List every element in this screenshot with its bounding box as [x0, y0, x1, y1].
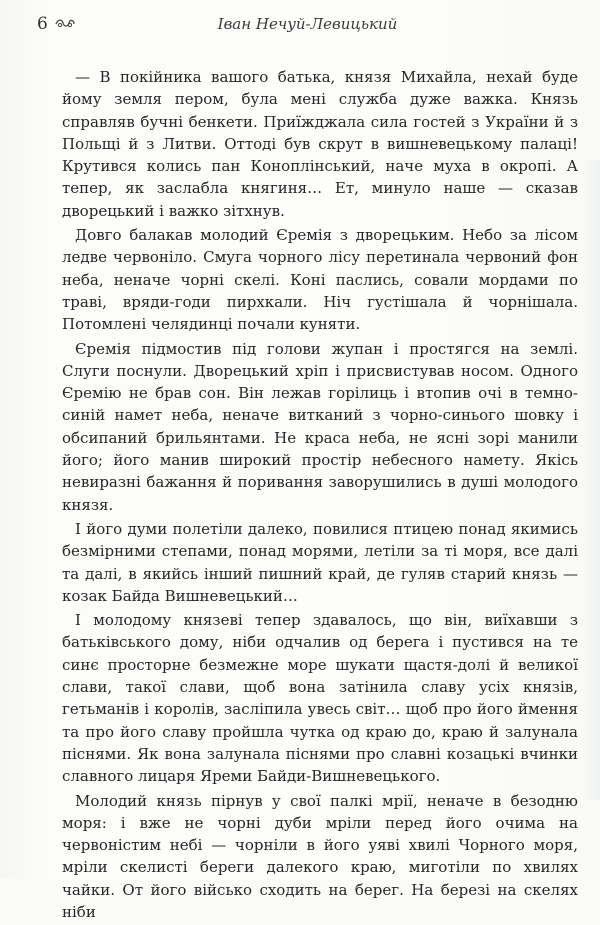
body-text [62, 66, 578, 925]
paragraph: І його думи полетіли далеко, повилися птицею понад якимись безмірними степами, понад морями, летіли за ті моря, все далі та далі, в якийсь інший пишний край, де гуляв старий князь — козак Байда Вишневецький… [62, 519, 578, 605]
running-head-author: Іван Нечуй-Левицький [217, 15, 398, 33]
paragraph: І молодому князеві тепер здавалось, що він, виїхавши з батьківського дому, ніби одчалив од берега і пустився на те синє просторне безмежне море шукати щастя-долі й великої слави, такої слави, щоб вона затінила славу усіх князів, гетьманів і королів, засліпила увесь світ… щоб про його ймення та про його славу пройшла чутка од краю до, краю й залунала піснями. Як вона залунала піснями про славні козацькі вчинки славного лицаря Яреми Байди-Вишневецького. [62, 611, 578, 786]
paragraph: Молодий князь пірнув у свої палкі мрії, неначе в безодню моря: і вже не чорні дуби мріли перед його очима на червоністим небі — чорніли в його уяві хвилі Чорного моря, мріли скелисті береги далекого краю, миготіли по хвилях чайки. От його військо сходить на берег. На березі на скелях ніби [62, 791, 578, 921]
paragraph: — В покійника вашого батька, князя Михайла, нехай буде йому земля пером, була мені служба дуже важка. Князь справляв бучні бенкети. Приїжджала сила гостей з України й з Польщі й з Литви. Оттоді був скрут в вишневецькому палаці! Крутився колись пан Коноплінський, наче муха в окропі. А тепер, як заслабла княгиня… Ет, минуло наше — сказав дворецький і важко зітхнув. [62, 68, 578, 220]
page-edge-shadow [582, 160, 600, 800]
page-number: 6 [37, 14, 48, 34]
paragraph: Довго балакав молодий Єремія з дворецьким. Небо за лісом ледве червоніло. Смуга чорного лісу перетинала червоний фон неба, неначе чорні скелі. Коні паслись, совали мордами по траві, вряди-годи пирхкали. Ніч густішала й чорнішала. Потомлені челядинці почали куняти. [62, 226, 578, 334]
running-head [37, 12, 570, 36]
paragraph: Єремія підмостив під голови жупан і простягся на землі. Слуги поснули. Дворецький хріп і присвистував носом. Одного Єремію не брав сон. Він лежав горілиць і втопив очі в темно-синій намет неба, неначе витканий з чорно-синього шовку і обсипаний брильянтами. Не краса неба, не ясні зорі манили його; його манив широкий простір небесного намету. Якісь невиразні бажання й поривання заворушились в душі молодого князя. [62, 339, 578, 514]
